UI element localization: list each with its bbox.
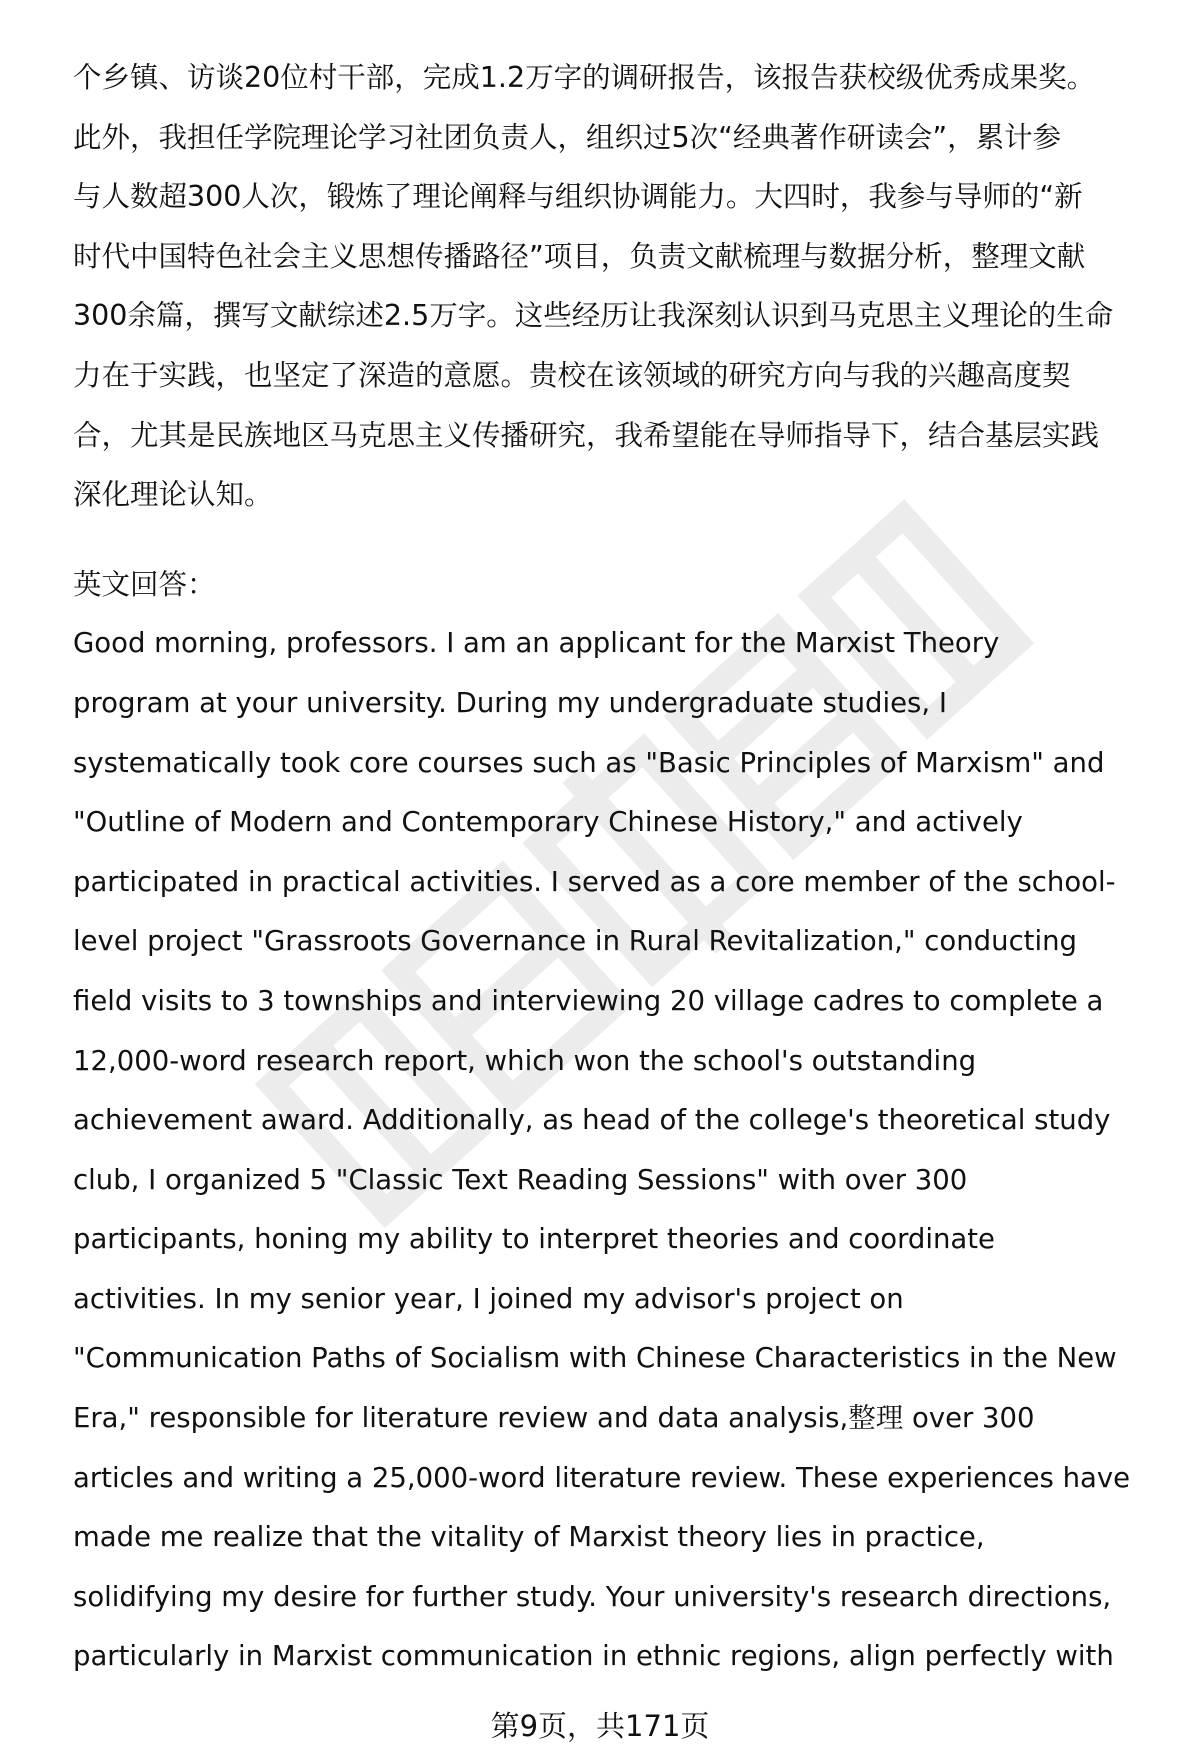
text-line: 力在于实践，也坚定了深造的意愿。贵校在该领域的研究方向与我的兴趣高度契 xyxy=(73,358,1071,392)
text-line: 合，尤其是民族地区马克思主义传播研究，我希望能在导师指导下，结合基层实践 xyxy=(73,418,1100,452)
chinese-answer-paragraph xyxy=(73,48,1153,525)
english-answer-paragraph xyxy=(73,614,1153,1687)
text-line: participants, honing my ability to interpret theories and coordinate xyxy=(73,1223,995,1256)
text-line: level project "Grassroots Governance in Rural Revitalization," conducting xyxy=(73,925,1077,958)
text-line: made me realize that the vitality of Marxist theory lies in practice, xyxy=(73,1521,985,1554)
text-line: 此外，我担任学院理论学习社团负责人，组织过5次“经典著作研读会”，累计参 xyxy=(73,120,1062,154)
text-line: field visits to 3 townships and interviewing 20 village cadres to complete a xyxy=(73,984,1104,1017)
text-line: Good morning, professors. I am an applicant for the Marxist Theory xyxy=(73,627,1000,660)
english-answer-heading: 英文回答： xyxy=(73,567,216,601)
text-line: 个乡镇、访谈20位村干部，完成1.2万字的调研报告，该报告获校级优秀成果奖。 xyxy=(73,61,1096,94)
text-line: participated in practical activities. I served as a core member of the school- xyxy=(73,865,1116,898)
text-line: program at your university. During my undergraduate studies, I xyxy=(73,686,947,719)
text-line: 12,000-word research report, which won the school's outstanding xyxy=(73,1044,977,1077)
page-number-footer: 第9页，共171页 xyxy=(490,1709,710,1743)
text-line: 与人数超300人次，锻炼了理论阐释与组织协调能力。大四时，我参与导师的“新 xyxy=(73,180,1083,214)
text-line: activities. In my senior year, I joined my advisor's project on xyxy=(73,1282,904,1315)
text-line: articles and writing a 25,000-word literature review. These experiences have xyxy=(73,1461,1131,1494)
text-line: 时代中国特色社会主义思想传播路径”项目，负责文献梳理与数据分析，整理文献 xyxy=(73,239,1086,273)
text-line: Era," responsible for literature review and data analysis,整理 over 300 xyxy=(73,1402,1035,1435)
text-line: 深化理论认知。 xyxy=(73,478,273,512)
text-line: club, I organized 5 "Classic Text Reading Sessions" with over 300 xyxy=(73,1163,968,1196)
text-line: solidifying my desire for further study. Your university's research directions, xyxy=(73,1580,1112,1613)
text-line: "Outline of Modern and Contemporary Chinese History," and actively xyxy=(73,806,1023,839)
document-body xyxy=(73,48,1153,1687)
text-line: 300余篇，撰写文献综述2.5万字。这些经历让我深刻认识到马克思主义理论的生命 xyxy=(73,299,1114,333)
text-line: "Communication Paths of Socialism with Chinese Characteristics in the New xyxy=(73,1342,1117,1375)
text-line: achievement award. Additionally, as head of the college's theoretical study xyxy=(73,1104,1111,1137)
text-line: particularly in Marxist communication in ethnic regions, align perfectly with xyxy=(73,1640,1114,1673)
text-line: systematically took core courses such as "Basic Principles of Marxism" and xyxy=(73,746,1105,779)
